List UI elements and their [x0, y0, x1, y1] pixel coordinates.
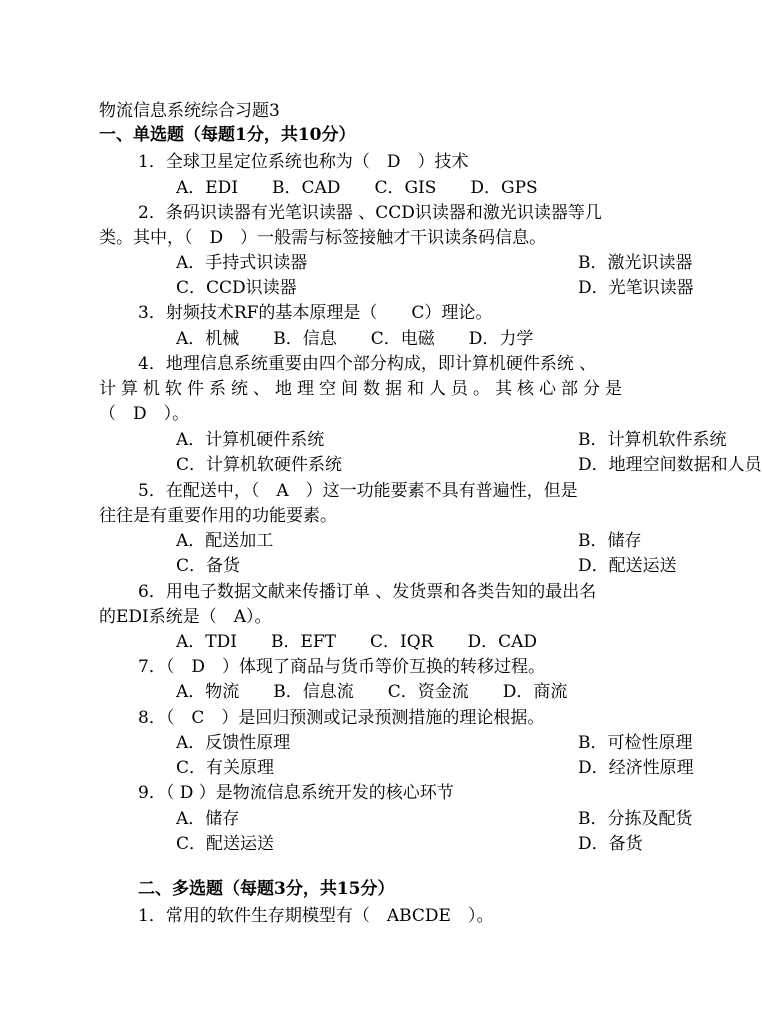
question-2-option-c: C．CCD识读器 [176, 278, 297, 298]
question-4-option-row1 [176, 429, 727, 451]
question-2-option-d: D．光笔识读器 [578, 278, 694, 298]
question-8-option-d: D．经济性原理 [578, 758, 694, 778]
multi-question-1-stem: 1．常用的软件生存期模型有（ ABCDE ）。 [138, 906, 494, 926]
question-2-stem-line2: 类。其中，（ D ）一般需与标签接触才干识读条码信息。 [99, 228, 547, 248]
section-heading-single-choice: 一、单选题（每题1分，共10分） [99, 125, 356, 145]
question-8-stem: 8．（ C ）是回归预测或记录预测措施的理论根据。 [138, 708, 545, 728]
question-2-option-a: A．手持式识读器 [176, 253, 308, 273]
question-2-stem-line1: 2．条码识读器有光笔识读器 、CCD识读器和激光识读器等几 [138, 203, 602, 223]
question-9-option-row1 [176, 808, 693, 830]
question-6-options: A．TDI B．EFT C．IQR D．CAD [176, 632, 538, 652]
question-4-option-c: C．计算机软硬件系统 [176, 455, 343, 475]
question-4-option-d: D．地理空间数据和人员 [578, 455, 762, 475]
question-4-stem-line3: （ D ）。 [99, 404, 190, 424]
question-8-option-row1 [176, 732, 693, 754]
question-4-option-row2 [176, 454, 762, 476]
section-heading-multiple-choice: 二、多选题（每题3分，共15分） [138, 879, 395, 899]
question-4-option-a: A．计算机硬件系统 [176, 430, 325, 450]
question-3-options: A．机械 B．信息 C．电磁 D．力学 [176, 329, 534, 349]
question-7-options: A．物流 B．信息流 C．资金流 D．商流 [176, 682, 568, 702]
question-5-option-row2 [176, 555, 677, 577]
question-9-stem: 9．（ D ）是物流信息系统开发的核心环节 [138, 783, 454, 803]
question-5-stem-line2: 往往是有重要作用的功能要素。 [99, 506, 337, 526]
question-2-option-b: B．激光识读器 [578, 253, 693, 273]
question-9-option-a: A．储存 [176, 809, 240, 829]
question-5-option-d: D．配送运送 [578, 556, 677, 576]
question-4-stem-line1: 4．地理信息系统重要由四个部分构成，即计算机硬件系统 、 [138, 354, 597, 374]
question-5-option-c: C．备货 [176, 556, 241, 576]
question-8-option-a: A．反馈性原理 [176, 733, 291, 753]
question-6-stem-line2: 的EDI系统是（ A）。 [99, 607, 272, 627]
question-5-stem-line1: 5．在配送中，（ A ）这一功能要素不具有普遍性，但是 [138, 481, 578, 501]
question-1-options: A．EDI B．CAD C．GIS D．GPS [176, 178, 538, 198]
question-9-option-d: D．备货 [578, 834, 643, 854]
question-9-option-row2 [176, 833, 643, 855]
document-title: 物流信息系统综合习题3 [99, 101, 280, 121]
question-4-option-b: B．计算机软件系统 [578, 430, 727, 450]
question-5-option-a: A．配送加工 [176, 531, 274, 551]
question-8-option-row2 [176, 757, 694, 779]
question-4-stem-line2: 计算机软件系统、地理空间数据和人员。其核心部分是 [99, 379, 627, 399]
question-7-stem: 7．（ D ）体现了商品与货币等价互换的转移过程。 [138, 657, 545, 677]
question-9-option-c: C．配送运送 [176, 834, 275, 854]
question-6-stem-line1: 6．用电子数据文献来传播订单 、发货票和各类告知的最出名 [138, 582, 597, 602]
question-8-option-b: B．可检性原理 [578, 733, 693, 753]
question-9-option-b: B．分拣及配货 [578, 809, 693, 829]
question-3-stem: 3．射频技术RF的基本原理是（ C）理论。 [138, 303, 493, 323]
question-2-option-row1 [176, 252, 693, 274]
question-5-option-b: B．储存 [578, 531, 642, 551]
question-8-option-c: C．有关原理 [176, 758, 275, 778]
question-2-option-row2 [176, 277, 694, 299]
question-1-stem: 1．全球卫星定位系统也称为（ D ）技术 [138, 152, 469, 172]
question-5-option-row1 [176, 530, 642, 552]
